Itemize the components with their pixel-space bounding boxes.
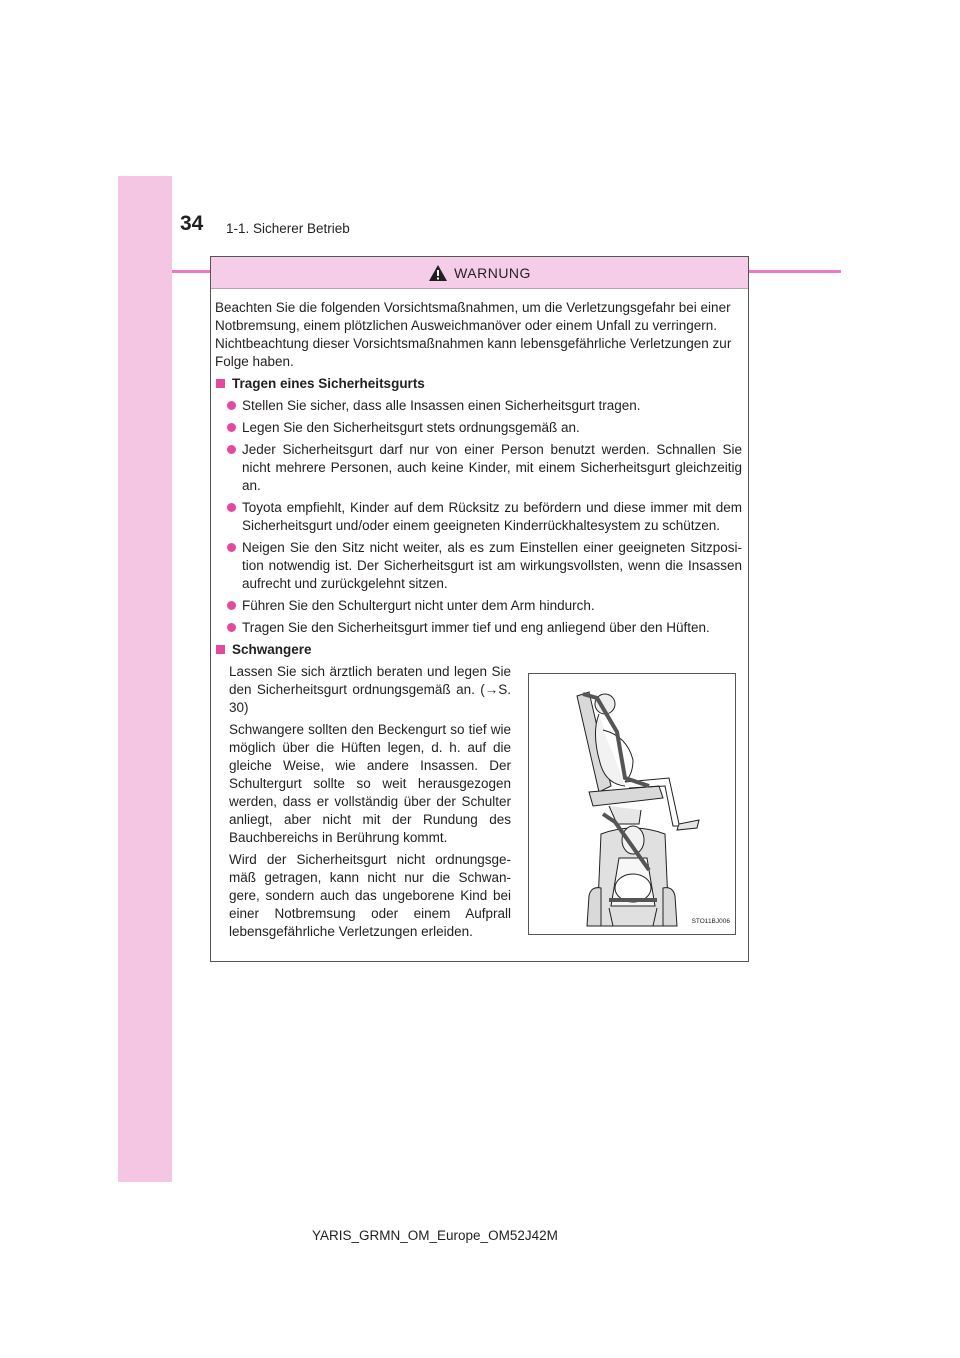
circle-bullet-icon: [227, 543, 236, 552]
section-heading-seatbelt: [215, 375, 742, 393]
list-item: [225, 597, 742, 615]
pregnant-seatbelt-illustration-icon: [529, 674, 735, 934]
list-item-text: Führen Sie den Schultergurt nicht unter dem Arm hindurch.: [242, 598, 595, 613]
circle-bullet-icon: [227, 423, 236, 432]
circle-bullet-icon: [227, 445, 236, 454]
square-bullet-icon: [216, 645, 225, 654]
seatbelt-illustration: [528, 673, 736, 935]
square-bullet-icon: [216, 379, 225, 388]
pregnant-section: [215, 663, 742, 953]
figure-code: STO11BJ006: [691, 918, 730, 925]
section-heading-pregnant: [215, 641, 742, 659]
list-item: [225, 397, 742, 415]
paragraph: Schwangere sollten den Beckengurt so tief wie möglich über die Hüften legen, d. h. auf die gleiche Weise, wie andere Insassen. Der Schultergurt sollte so weit herausgezogen werden, dass er vollständig über der Schulter anliegt, aber nicht mit der Rundung des Bauchbereichs in Berührung kommt.: [229, 722, 511, 845]
section-heading-text: Schwangere: [232, 642, 312, 657]
footer-doc-id: YARIS_GRMN_OM_Europe_OM52J42M: [312, 1228, 558, 1243]
list-item-text: Tragen Sie den Sicherheitsgurt immer tief und eng anliegend über den Hüften.: [242, 620, 710, 635]
list-item: [225, 499, 742, 535]
circle-bullet-icon: [227, 601, 236, 610]
paragraph: Wird der Sicherheitsgurt nicht ordnungsge-mäß getragen, kann nicht nur die Schwan-gere, sondern auch das ungeborene Kind bei einer Notbremsung oder einem Aufprall lebensgefährliche Verletzungen erleiden.: [229, 852, 511, 939]
list-item: [225, 539, 742, 593]
list-item-text: Toyota empfiehlt, Kinder auf dem Rücksitz zu befördern und diese immer mit dem Sicherheitsgurt und/oder einem geeigneten Kinderrückhaltesystem zu schützen.: [242, 500, 742, 533]
warning-title: WARNUNG: [454, 264, 531, 281]
warning-header: [211, 257, 748, 289]
section-title: 1-1. Sicherer Betrieb: [226, 221, 350, 236]
list-item-text: Neigen Sie den Sitz nicht weiter, als es zum Einstellen einer geeigneten Sitzposi-tion notwendig ist. Der Sicherheitsgurt ist am wirkungsvollsten, wenn die Insassen aufrecht und zurückgelehnt sitzen.: [242, 540, 742, 591]
warning-content: [215, 299, 742, 953]
section-heading-text: Tragen eines Sicherheitsgurts: [232, 376, 425, 391]
warning-box: [210, 256, 749, 962]
warning-triangle-icon: [428, 264, 448, 282]
paragraph: Lassen Sie sich ärztlich beraten und legen Sie den Sicherheitsgurt ordnungsgemäß an. (→S. 30): [229, 664, 511, 715]
page-side-strip: [118, 176, 172, 1182]
list-item-text: Jeder Sicherheitsgurt darf nur von einer Person benutzt werden. Schnallen Sie nicht mehrere Personen, auch keine Kinder, mit einem Sicherheitsgurt gleichzeitig an.: [242, 442, 742, 493]
page-number: 34: [180, 212, 204, 235]
list-item: [225, 441, 742, 495]
list-item-text: Stellen Sie sicher, dass alle Insassen einen Sicherheitsgurt tragen.: [242, 398, 641, 413]
list-item: [225, 419, 742, 437]
circle-bullet-icon: [227, 401, 236, 410]
warning-intro: Beachten Sie die folgenden Vorsichtsmaßnahmen, um die Verletzungsgefahr bei einer Notbremsung, einem plötzlichen Ausweichmanöver oder einem Unfall zu verringern. Nichtbeachtung dieser Vorsichtsmaßnahmen kann lebensgefährliche Verletzungen zur Folge haben.: [215, 300, 732, 369]
seatbelt-bullet-list: [215, 397, 742, 637]
circle-bullet-icon: [227, 503, 236, 512]
list-item-text: Legen Sie den Sicherheitsgurt stets ordnungsgemäß an.: [242, 420, 580, 435]
pregnant-text: [229, 663, 511, 945]
circle-bullet-icon: [227, 623, 236, 632]
list-item: [225, 619, 742, 637]
